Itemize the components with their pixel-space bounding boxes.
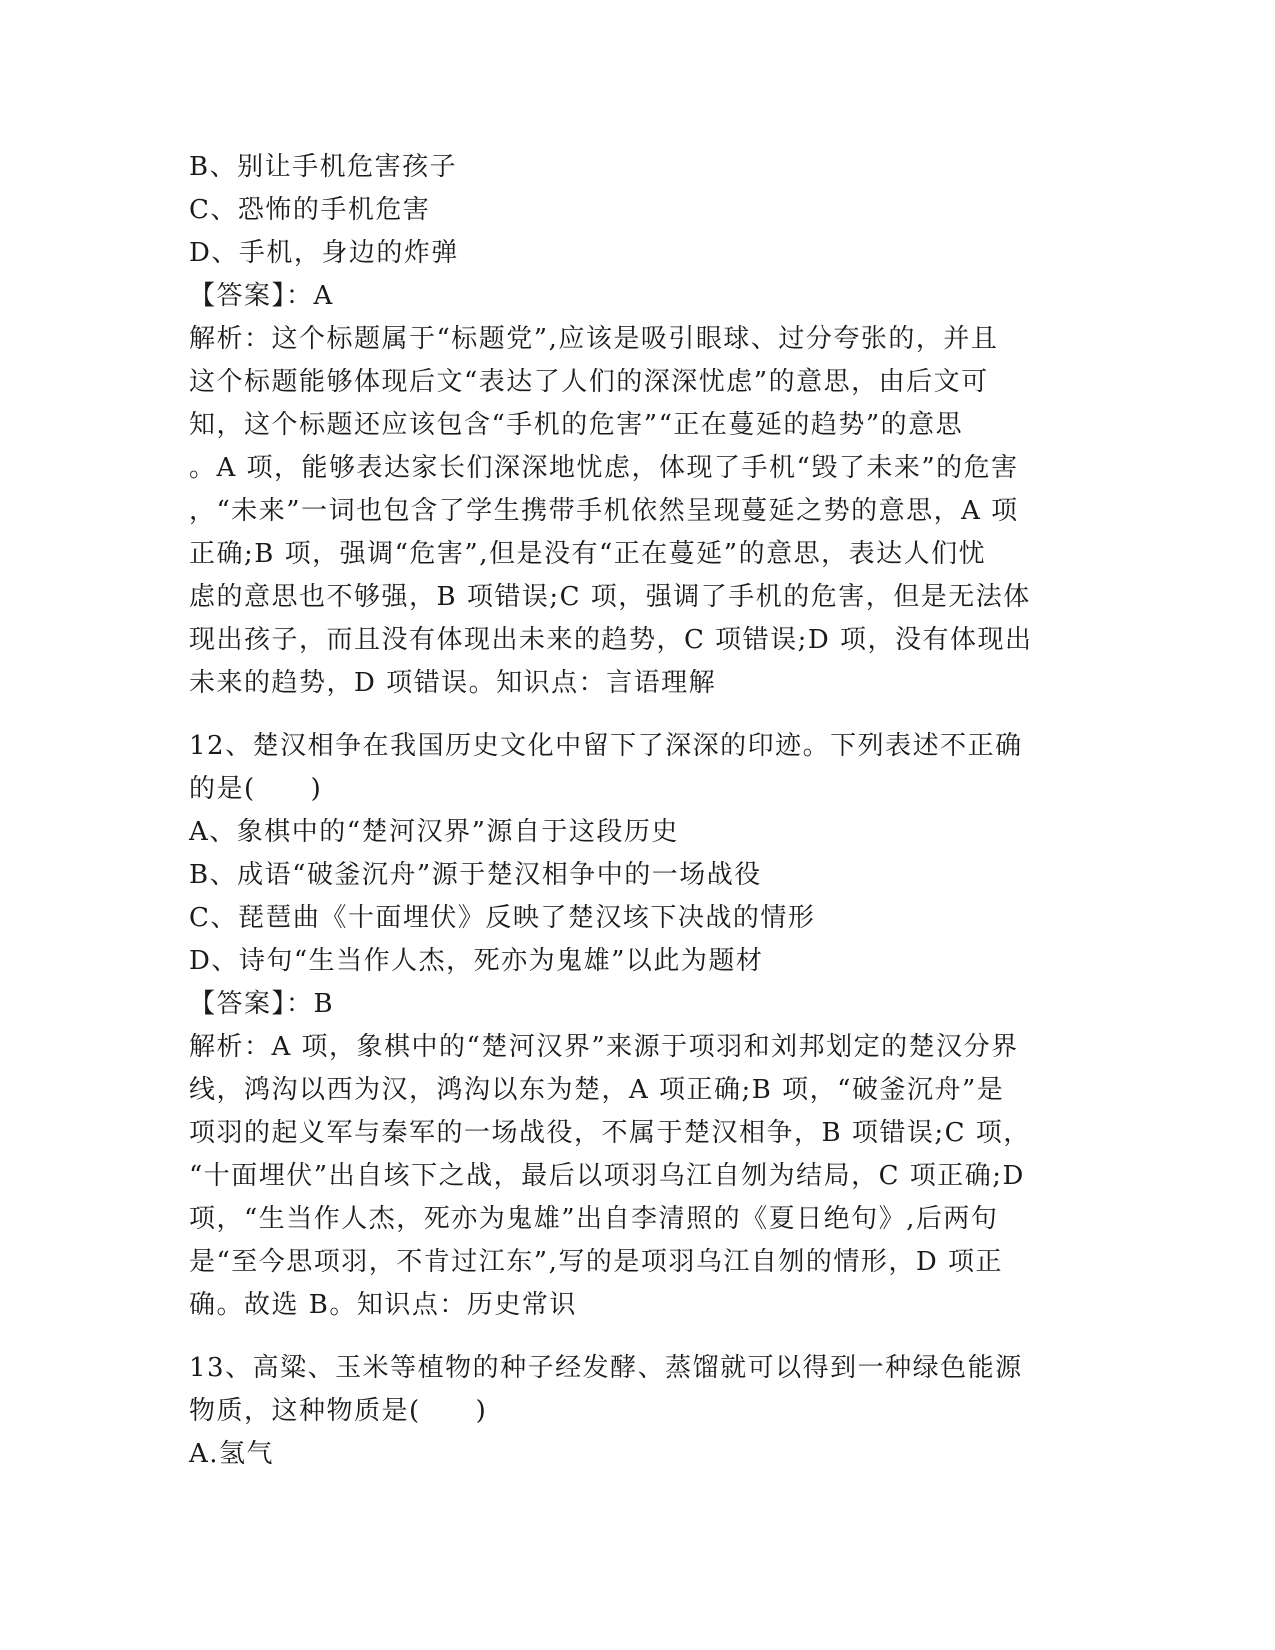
stem-line: 13、高粱、玉米等植物的种子经发酵、蒸馏就可以得到一种绿色能源 xyxy=(189,1353,1023,1383)
explanation-line: 项，“生当作人杰，死亦为鬼雄”出自李清照的《夏日绝句》,后两句 xyxy=(189,1204,999,1234)
q12-option-a: A、象棋中的“楚河汉界”源自于这段历史 xyxy=(189,817,679,847)
explanation-line: 线，鸿沟以西为汉，鸿沟以东为楚，A 项正确;B 项，“破釜沉舟”是 xyxy=(189,1075,1005,1105)
q12-option-d: D、诗句“生当作人杰，死亦为鬼雄”以此为题材 xyxy=(189,946,764,976)
stem-line: 的是( ) xyxy=(189,774,323,804)
explanation-line: 解析：这个标题属于“标题党”,应该是吸引眼球、过分夸张的，并且 xyxy=(189,324,999,354)
q13-option-a: A.氢气 xyxy=(189,1439,275,1469)
explanation-line: “十面埋伏”出自垓下之战，最后以项羽乌江自刎为结局，C 项正确;D xyxy=(189,1161,1025,1191)
q12-option-b: B、成语“破釜沉舟”源于楚汉相争中的一场战役 xyxy=(189,860,762,890)
explanation-line: 现出孩子，而且没有体现出未来的趋势，C 项错误;D 项，没有体现出 xyxy=(189,625,1033,655)
stem-line: 物质，这种物质是( ) xyxy=(189,1396,488,1426)
explanation-line: 知，这个标题还应该包含“手机的危害”“正在蔓延的趋势”的意思 xyxy=(189,410,964,440)
explanation-line: 。A 项，能够表达家长们深深地忧虑，体现了手机“毁了未来”的危害 xyxy=(189,453,1019,483)
question-spacer xyxy=(189,1327,1089,1347)
explanation-line: 解析：A 项，象棋中的“楚河汉界”来源于项羽和刘邦划定的楚汉分界 xyxy=(189,1032,1019,1062)
explanation-line: 未来的趋势，D 项错误。知识点：言语理解 xyxy=(189,668,717,698)
q11-option-b: B、别让手机危害孩子 xyxy=(189,152,458,182)
explanation-line: ，“未来”一词也包含了学生携带手机依然呈现蔓延之势的意思，A 项 xyxy=(189,496,1019,526)
q11-answer: 【答案】：A xyxy=(189,281,334,311)
q12-stem xyxy=(189,725,1089,811)
question-spacer xyxy=(189,705,1089,725)
explanation-line: 确。故选 B。知识点：历史常识 xyxy=(189,1290,577,1320)
q11-option-d: D、手机，身边的炸弹 xyxy=(189,238,459,268)
q11-explanation xyxy=(189,318,1089,705)
q12-explanation xyxy=(189,1026,1089,1327)
explanation-line: 这个标题能够体现后文“表达了人们的深深忧虑”的意思，由后文可 xyxy=(189,367,989,397)
document-page xyxy=(189,146,1089,1476)
explanation-line: 项羽的起义军与秦军的一场战役，不属于楚汉相争，B 项错误;C 项， xyxy=(189,1118,1031,1148)
q13-stem xyxy=(189,1347,1089,1433)
q12-answer: 【答案】：B xyxy=(189,989,335,1019)
stem-line: 12、楚汉相争在我国历史文化中留下了深深的印迹。下列表述不正确 xyxy=(189,731,1023,761)
explanation-line: 是“至今思项羽，不肯过江东”,写的是项羽乌江自刎的情形，D 项正 xyxy=(189,1247,1003,1277)
explanation-line: 虑的意思也不够强，B 项错误;C 项，强调了手机的危害，但是无法体 xyxy=(189,582,1031,612)
q12-option-c: C、琵琶曲《十面埋伏》反映了楚汉垓下决战的情形 xyxy=(189,903,816,933)
q11-option-c: C、恐怖的手机危害 xyxy=(189,195,431,225)
explanation-line: 正确;B 项，强调“危害”,但是没有“正在蔓延”的意思，表达人们忧 xyxy=(189,539,987,569)
